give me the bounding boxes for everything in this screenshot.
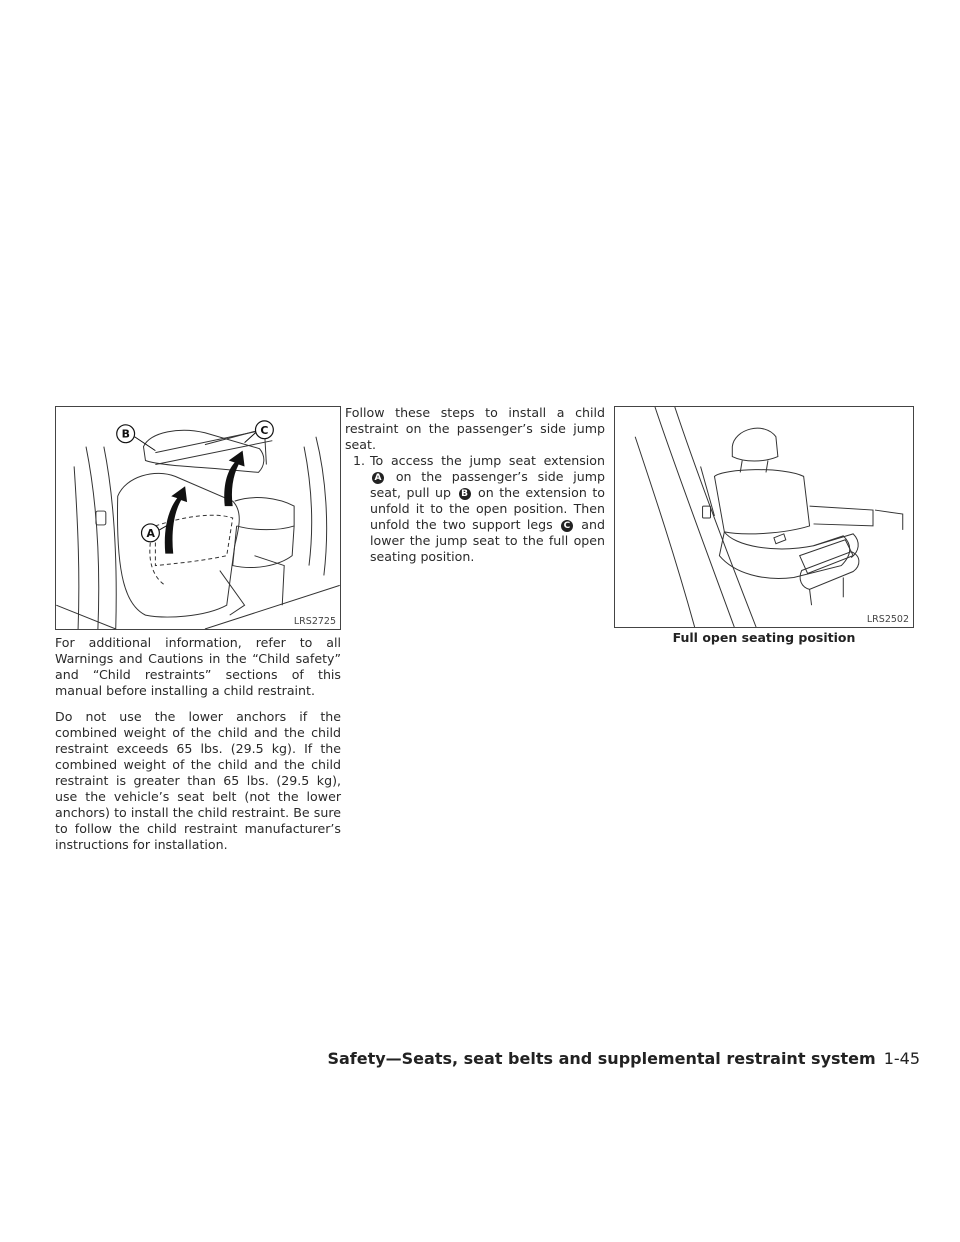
step-text-part3: on the extension to unfold it to the open position. Then unfold the two support legs: [370, 485, 605, 532]
step-1: [345, 453, 605, 565]
additional-info-paragraph: For additional information, refer to all Warnings and Cautions in the “Child safety” and “Child restraints” sections of this manual before installing a child restraint.: [55, 635, 341, 698]
figure-caption: Full open seating position: [672, 630, 856, 645]
step-text-part4: and lower the jump seat to the full open seating position.: [370, 517, 605, 564]
callout-c-label: C: [260, 423, 269, 437]
middle-text-column: [345, 405, 605, 565]
callout-c-icon: C: [561, 520, 573, 532]
step-number: 1.: [353, 453, 366, 468]
page-footer: [327, 1049, 920, 1068]
jump-seat-extension-illustration: [55, 406, 341, 630]
left-text-column: [55, 635, 341, 863]
steps-intro-paragraph: Follow these steps to install a child restraint on the passenger’s side jump seat.: [345, 405, 605, 452]
callout-b-icon: B: [459, 488, 471, 500]
step-text-part2: on the passenger’s side jump seat, pull up: [370, 469, 605, 500]
jump-seat-extension-drawing: [56, 407, 340, 629]
callout-b-label: B: [121, 427, 130, 441]
lower-anchor-weight-paragraph: Do not use the lower anchors if the combined weight of the child and the child restraint exceeds 65 lbs. (29.5 kg). If the combined weight of the child and the child restraint is greater than 65 lbs. (29.5 kg), use the vehicle’s seat belt (not the lower anchors) to install the child restraint. Be sure to follow the child restraint manufacturer’s instructions for installation.: [55, 709, 341, 852]
full-open-seat-drawing: [615, 407, 913, 627]
page-number: 1-45: [883, 1049, 920, 1068]
section-title: Safety—Seats, seat belts and supplemental restraint system: [327, 1049, 876, 1068]
callout-a-label: A: [146, 526, 155, 540]
full-open-seating-illustration: [614, 406, 914, 628]
step-text-part1: To access the jump seat extension: [370, 453, 605, 468]
figure-code-right: LRS2502: [866, 614, 909, 625]
callout-a-icon: A: [372, 472, 384, 484]
figure-code-left: LRS2725: [293, 616, 336, 627]
